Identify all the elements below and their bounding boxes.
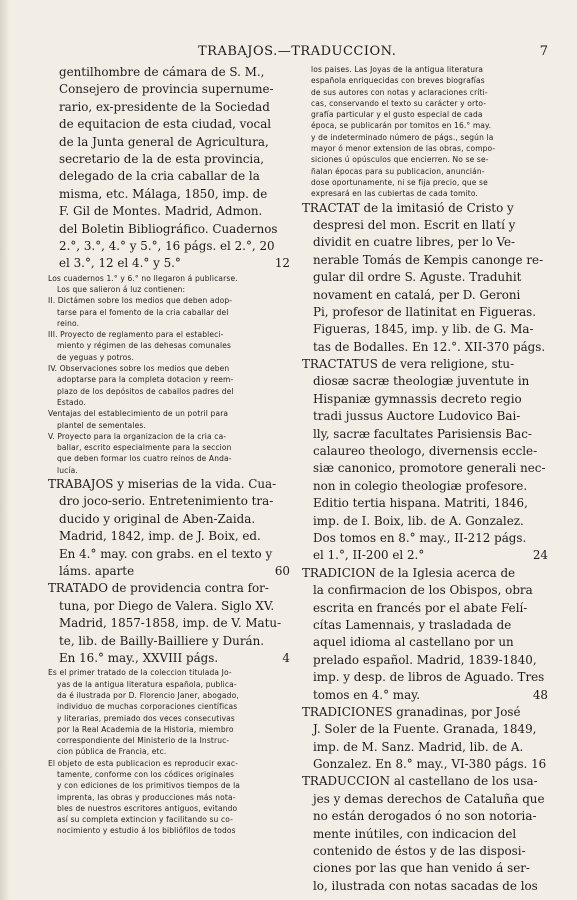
line-text: IV. Observaciones sobre los medios que deben <box>48 364 230 374</box>
entry-line <box>48 563 290 580</box>
line-text: gentilhombre de cámara de S. M., <box>59 65 265 79</box>
line-text: Estado. <box>57 397 86 407</box>
entry-line <box>302 391 548 408</box>
line-text: novament en catalá, per D. Geroni <box>313 287 521 302</box>
line-text: ñalan épocas para su publicacion, anuncián- <box>311 166 485 176</box>
entry-line <box>48 615 290 632</box>
note-line <box>48 374 290 385</box>
line-text: española enriquecidas con breves biografías <box>311 76 485 86</box>
entry-line <box>48 238 290 255</box>
note-line <box>302 166 548 177</box>
running-head: TRABAJOS.—TRADUCCION. <box>198 44 397 59</box>
line-text: Madrid, 1842, imp. de J. Boix, ed. <box>59 529 261 544</box>
page-header <box>48 44 548 62</box>
entry-line <box>302 547 548 564</box>
note-line <box>302 120 548 131</box>
line-text: Gonzalez. En 8.° may., VI-380 págs. 16 <box>313 757 547 772</box>
line-text: imp. de I. Boix, lib. de A. Gonzalez. <box>313 513 524 528</box>
line-text: TRACTAT de la imitasió de Cristo y <box>302 200 514 215</box>
note-line <box>48 273 290 284</box>
note-line <box>302 154 548 165</box>
note-line <box>48 408 290 419</box>
line-text: los paises. Las Joyas de la antigua literatura <box>311 65 484 74</box>
entry-line <box>48 650 290 667</box>
line-text: de equitacion de esta ciudad, vocal <box>59 117 272 132</box>
entry-line <box>48 203 290 220</box>
entry-line <box>48 116 290 133</box>
line-text: plantel de sementales. <box>57 420 146 430</box>
line-text: Ventajas del establecimiento de un potril para <box>48 409 229 419</box>
price-number: 24 <box>532 548 548 563</box>
note-line <box>302 188 548 199</box>
line-text: Los cuadernos 1.° y 6.° no llegaron á publicarse. <box>48 273 238 283</box>
line-text: cas, conservando el texto su carácter y orto- <box>311 98 487 108</box>
entry-line <box>302 304 548 321</box>
note-line <box>302 109 548 120</box>
line-text: ducido y original de Aben-Zaida. <box>59 511 256 526</box>
column-divider <box>295 64 296 884</box>
note-line <box>48 397 290 408</box>
note-line <box>302 64 548 75</box>
note-line <box>48 363 290 374</box>
line-text: tas de Bodalles. En 12.°. XII-370 págs. <box>313 339 546 354</box>
entry-line <box>48 528 290 545</box>
entry-line <box>302 321 548 338</box>
entry-line <box>48 476 290 493</box>
line-text: Es el primer tratado de la coleccion titulada Jo- <box>48 668 232 678</box>
line-text: cítas Lamennais, y trasladada de <box>313 617 512 632</box>
line-text: nocimiento y estudio á los bibliófilos de todos <box>57 826 236 836</box>
line-text: época, se publicarán por tomitos en 16.° may. <box>311 121 492 131</box>
line-text: de yeguas y potros. <box>57 352 134 362</box>
note-line <box>48 318 290 329</box>
line-text: imprenta, las obras y producciones más nota- <box>57 792 236 802</box>
price-number: 48 <box>532 687 548 702</box>
entry-line <box>48 546 290 563</box>
note-line <box>48 340 290 351</box>
entry-line <box>302 617 548 634</box>
line-text: reino. <box>57 318 80 328</box>
entry-line <box>302 739 548 756</box>
line-text: tradi jussus Auctore Ludovico Bai- <box>313 409 521 424</box>
price-number: 4 <box>282 650 290 665</box>
entry-line <box>302 426 548 443</box>
line-text: Pi, profesor de llatinitat en Figueras. <box>313 304 537 319</box>
entry-line <box>302 269 548 286</box>
entry-line <box>48 81 290 98</box>
note-line <box>48 307 290 318</box>
note-line <box>48 690 290 701</box>
page-gutter-shadow <box>0 0 10 900</box>
entry-line <box>302 356 548 373</box>
entry-line <box>302 287 548 304</box>
note-line <box>48 701 290 712</box>
line-text: te, lib. de Bailly-Bailliere y Durán. <box>59 633 265 648</box>
entry-line <box>302 860 548 877</box>
entry-line <box>48 221 290 238</box>
line-text: TRABAJOS y miserias de la vida. Cua- <box>48 477 277 492</box>
line-text: de la Junta general de Agricultura, <box>59 134 269 149</box>
entry-line <box>302 252 548 269</box>
line-text: despresi del mon. Escrit en llatí y <box>313 217 516 232</box>
entry-line <box>302 478 548 495</box>
line-text: mente inútiles, con indicacion del <box>313 826 517 841</box>
line-text: TRACTATUS de vera religione, stu- <box>302 357 515 372</box>
line-text: Madrid, 1857-1858, imp. de V. Matu- <box>59 616 282 631</box>
note-line <box>48 746 290 757</box>
entry-line <box>48 134 290 151</box>
entry-line <box>302 373 548 390</box>
line-text: el 3.°, 12 el 4.° y 5.° <box>59 256 181 271</box>
line-text: bles de nuestros escritores antiguos, evitando <box>57 803 238 813</box>
right-column <box>302 64 548 894</box>
line-text: y con ediciones de los primitivos tiempos de la <box>57 781 241 791</box>
line-text: individuo de muchas corporaciones científicas <box>57 702 238 712</box>
entry-line <box>48 255 290 272</box>
line-text: Consejero de provincia supernume- <box>59 82 274 97</box>
note-line <box>48 386 290 397</box>
note-line <box>48 792 290 803</box>
entry-line <box>302 826 548 843</box>
line-text: TRADICION de la Iglesia acerca de <box>302 565 516 580</box>
note-line <box>48 814 290 825</box>
entry-line <box>48 598 290 615</box>
line-text: Hispaniæ gymnassis decreto regio <box>313 391 522 406</box>
line-text: contenido de éstos y de las disposi- <box>313 844 526 859</box>
entry-line <box>302 460 548 477</box>
line-text: secretario de la de esta provincia, <box>59 151 265 166</box>
entry-line <box>48 186 290 203</box>
line-text: J. Soler de la Fuente. Granada, 1849, <box>313 722 537 737</box>
line-text: aquel idioma al castellano por un <box>313 635 514 650</box>
line-text: escrita en francés por el abate Felí- <box>313 600 528 615</box>
note-line <box>48 713 290 724</box>
line-text: no están derogados ó no son notoria- <box>313 809 537 824</box>
entry-line <box>302 669 548 686</box>
entry-line <box>48 168 290 185</box>
entry-line <box>302 513 548 530</box>
line-text: En 16.° may., XXVIII págs. <box>59 650 219 665</box>
entry-line <box>48 151 290 168</box>
line-text: delegado de la cria caballar de la <box>59 169 260 184</box>
entry-line <box>48 580 290 597</box>
entry-line <box>302 791 548 808</box>
note-line <box>48 780 290 791</box>
line-text: Los que salieron á luz contienen: <box>57 284 186 294</box>
note-line <box>48 352 290 363</box>
note-line <box>48 453 290 464</box>
entry-line <box>48 493 290 510</box>
note-line <box>48 431 290 442</box>
entry-line <box>302 652 548 669</box>
line-text: gular dil ordre S. Aguste. Traduhit <box>313 270 522 285</box>
price-number: 12 <box>274 256 290 271</box>
entry-line <box>302 234 548 251</box>
line-text: por la Real Academia de la Historia, miembro <box>57 724 234 734</box>
line-text: el 1.°, II-200 el 2.° <box>313 548 425 563</box>
note-line <box>302 87 548 98</box>
line-text: TRADICIONES granadinas, por José <box>302 704 521 719</box>
line-text: tomos en 4.° may. <box>313 687 421 702</box>
line-text: expresará en las cubiertas de cada tomito. <box>311 189 478 199</box>
line-text: nerable Tomás de Kempis canonge re- <box>313 252 544 267</box>
line-text: dose oportunamente, ni se fija precio, que se <box>311 177 488 187</box>
entry-line <box>302 704 548 721</box>
line-text: correspondiente del Ministerio de la Instruc- <box>57 736 230 746</box>
line-text: imp. de M. Sanz. Madrid, lib. de A. <box>313 739 524 754</box>
line-text: V. Proyecto para la organizacion de la cria ca- <box>48 431 227 441</box>
entry-line <box>302 687 548 704</box>
line-text: El objeto de esta publicacion es reproducir exac- <box>48 758 239 768</box>
line-text: tuna, por Diego de Valera. Siglo XV. <box>59 598 275 613</box>
line-text: imp. y desp. de libros de Aguado. Tres <box>313 670 545 685</box>
note-line <box>48 735 290 746</box>
line-text: Editio tertia hispana. Matriti, 1846, <box>313 496 528 511</box>
entry-line <box>302 756 548 773</box>
left-column <box>48 64 290 894</box>
note-line <box>48 420 290 431</box>
entry-line <box>302 843 548 860</box>
entry-line <box>302 443 548 460</box>
entry-line <box>302 339 548 356</box>
note-line <box>302 143 548 154</box>
price-number: 60 <box>274 563 290 578</box>
note-line <box>48 679 290 690</box>
line-text: lly, sacræ facultates Parisiensis Bac- <box>313 426 532 441</box>
page-number: 7 <box>539 44 548 59</box>
entry-line <box>48 511 290 528</box>
line-text: tarse para el fomento de la cria caballar del <box>57 307 229 317</box>
entry-line <box>302 495 548 512</box>
entry-line <box>302 878 548 894</box>
line-text: así su completa extincion y facilitando su co- <box>57 815 234 825</box>
note-line <box>302 132 548 143</box>
line-text: Dos tomos en 8.° may., II-212 págs. <box>313 530 527 545</box>
note-line <box>302 98 548 109</box>
line-text: tamente, conforme con los códices originales <box>57 770 235 779</box>
line-text: siæ canonico, promotore generali nec- <box>313 461 546 476</box>
line-text: yas de la antigua literatura española, publica- <box>57 679 237 689</box>
line-text: F. Gil de Montes. Madrid, Admon. <box>59 204 263 219</box>
note-line <box>48 329 290 340</box>
line-text: ciones por las que han venido á ser- <box>313 861 530 876</box>
line-text: del Boletin Bibliográfico. Cuadernos <box>59 221 278 236</box>
line-text: cion pública de Francia, etc. <box>57 747 167 757</box>
note-line <box>48 295 290 306</box>
entry-line <box>302 582 548 599</box>
note-line <box>48 284 290 295</box>
line-text: TRATADO de providencia contra for- <box>48 581 269 596</box>
line-text: plazo de los depósitos de caballos padres del <box>57 386 234 396</box>
line-text: láms. aparte <box>59 563 135 578</box>
entry-line <box>302 200 548 217</box>
line-text: rario, ex-presidente de la Sociedad <box>59 99 270 114</box>
line-text: y literarias, premiado dos veces consecutivas <box>57 713 235 723</box>
line-text: TRADUCCION al castellano de los usa- <box>302 774 538 789</box>
line-text: da é ilustrada por D. Florencio Janer, abogado, <box>57 690 239 700</box>
line-text: dividit en cuatre libres, per lo Ve- <box>313 235 516 250</box>
line-text: adoptarse para la completa dotacion y reem- <box>57 375 234 385</box>
entry-line <box>302 408 548 425</box>
line-text: diosæ sacræ theologiæ juventute in <box>313 374 530 389</box>
line-text: y de indeterminado número de págs., según la <box>311 132 494 142</box>
entry-line <box>48 633 290 650</box>
line-text: ballar, escrito especialmente para la seccion <box>57 443 232 453</box>
note-line <box>48 825 290 836</box>
line-text: prelado español. Madrid, 1839-1840, <box>313 652 537 667</box>
line-text: de sus autores con notas y aclaraciones críti- <box>311 87 488 97</box>
entry-line <box>302 808 548 825</box>
line-text: dro joco-serio. Entretenimiento tra- <box>59 494 274 509</box>
entry-line <box>48 64 290 81</box>
line-text: lucía. <box>57 465 78 475</box>
line-text: siciones ú opúsculos que encierren. No se se- <box>311 155 489 165</box>
entry-line <box>302 217 548 234</box>
line-text: grafía particular y el gusto especial de cada <box>311 110 483 120</box>
line-text: 2.°, 3.°, 4.° y 5.°, 16 págs. el 2.°, 20 <box>59 238 275 253</box>
note-line <box>48 769 290 780</box>
entry-line <box>302 634 548 651</box>
line-text: jes y demas derechos de Cataluña que <box>313 791 545 806</box>
note-line <box>48 724 290 735</box>
line-text: non in colegio theologiæ profesore. <box>313 478 528 493</box>
entry-line <box>48 99 290 116</box>
note-line <box>48 803 290 814</box>
note-line <box>48 667 290 678</box>
note-line <box>302 177 548 188</box>
line-text: calaureo theologo, divernensis eccle- <box>313 444 538 459</box>
line-text: lo, ilustrada con notas sacadas de los <box>313 878 538 893</box>
note-line <box>302 75 548 86</box>
entry-line <box>302 721 548 738</box>
entry-line <box>302 565 548 582</box>
line-text: mayor ó menor extension de las obras, compo- <box>311 144 496 154</box>
line-text: II. Dictámen sobre los medios que deben adop- <box>48 296 233 306</box>
line-text: que deben formar los cuatro reinos de Anda- <box>57 454 232 464</box>
line-text: la confirmacion de los Obispos, obra <box>313 583 533 598</box>
line-text: Figueras, 1845, imp. y lib. de G. Ma- <box>313 322 534 337</box>
note-line <box>48 442 290 453</box>
line-text: III. Proyecto de reglamento para el estableci- <box>48 330 224 340</box>
line-text: En 4.° may. con grabs. en el texto y <box>59 546 273 561</box>
line-text: misma, etc. Málaga, 1850, imp. de <box>59 186 268 201</box>
note-line <box>48 758 290 769</box>
note-line <box>48 465 290 476</box>
entry-line <box>302 600 548 617</box>
entry-line <box>302 530 548 547</box>
entry-line <box>302 773 548 790</box>
line-text: miento y régimen de las dehesas comunales <box>57 341 232 351</box>
